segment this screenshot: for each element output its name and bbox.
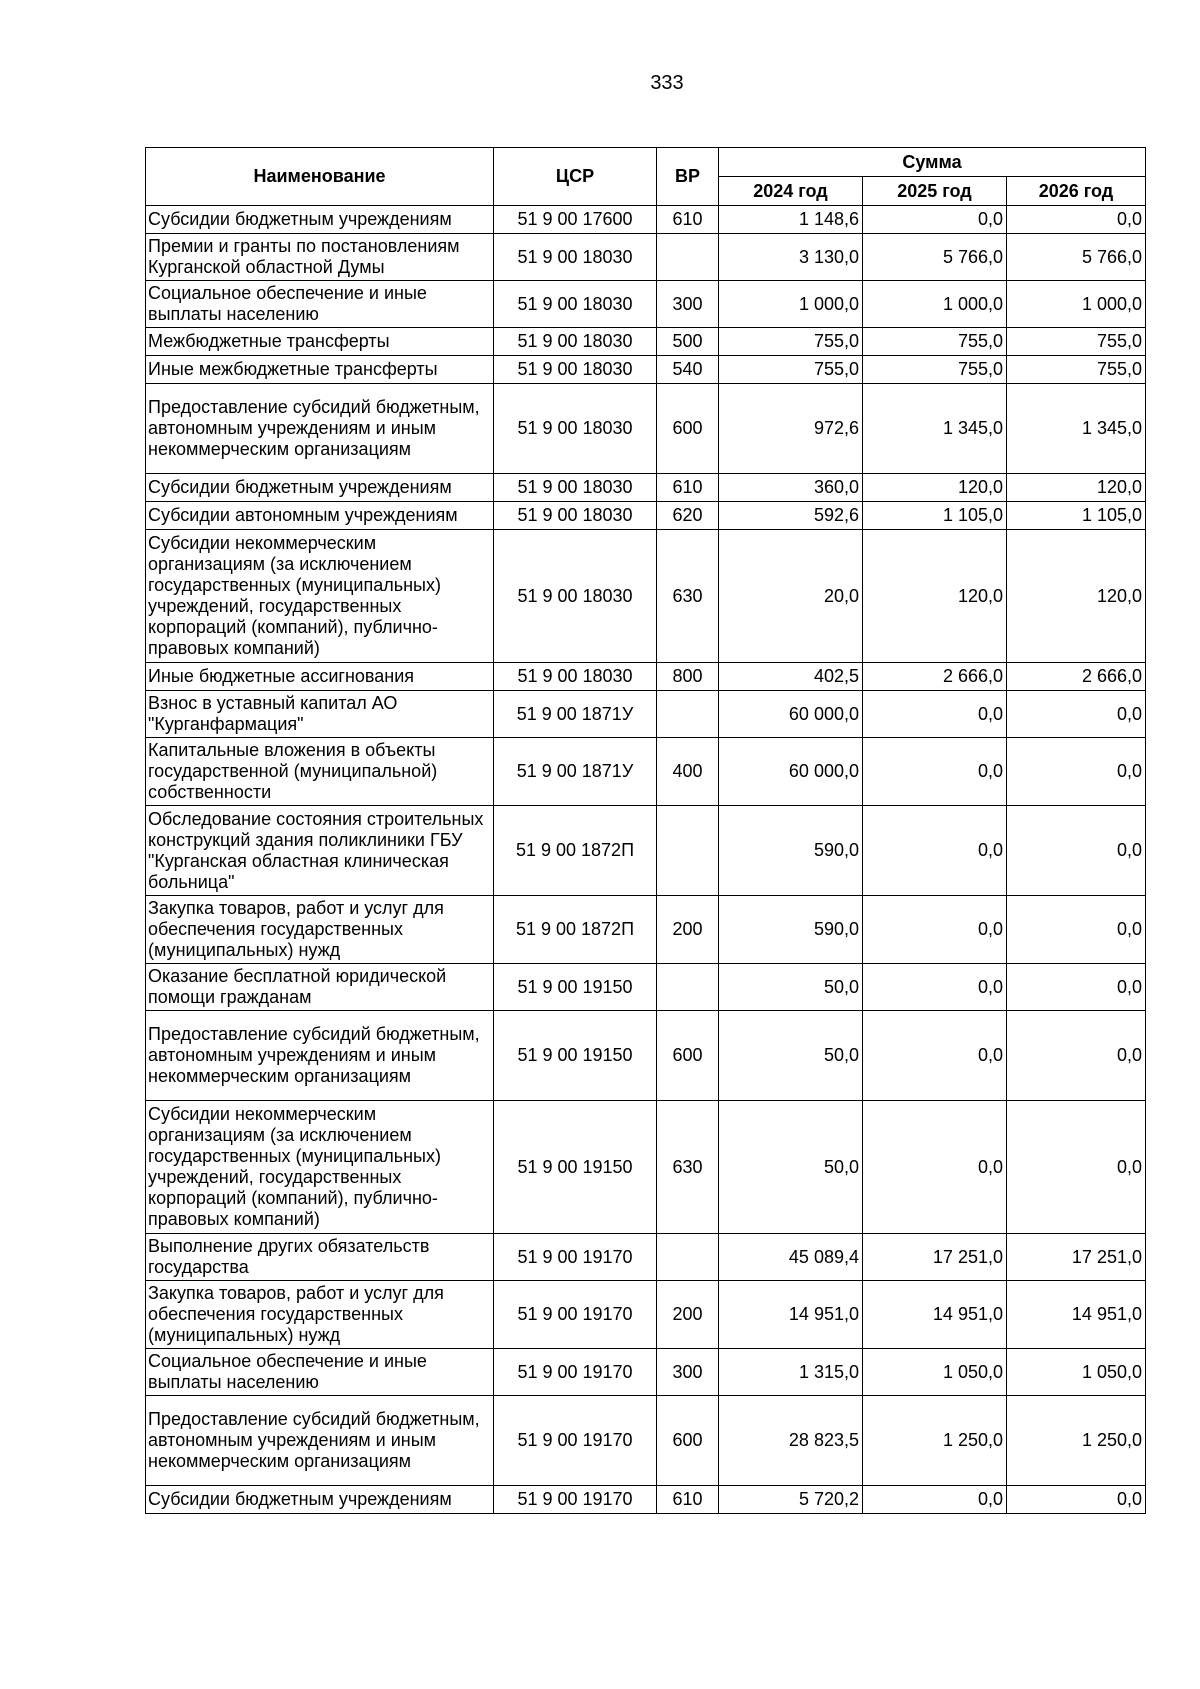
- table-row: [146, 384, 1146, 474]
- row-amount-2024: 1 000,0: [719, 281, 863, 328]
- row-amount-2026: 120,0: [1007, 474, 1146, 502]
- row-csr: 51 9 00 19170: [494, 1234, 657, 1281]
- row-vr: 610: [657, 474, 719, 502]
- row-csr: 51 9 00 19170: [494, 1396, 657, 1486]
- row-csr: 51 9 00 18030: [494, 502, 657, 530]
- row-name: Субсидии некоммерческим организациям (за исключением государственных (муниципальных) учреждений, государственных корпораций (компаний), публично-правовых компаний): [146, 530, 494, 663]
- row-amount-2024: 590,0: [719, 806, 863, 896]
- row-vr: 630: [657, 1101, 719, 1234]
- row-csr: 51 9 00 19150: [494, 1101, 657, 1234]
- row-vr: 500: [657, 328, 719, 356]
- row-amount-2025: 0,0: [863, 1486, 1007, 1514]
- budget-table: [145, 147, 1146, 1514]
- header-name: Наименование: [146, 148, 494, 206]
- row-amount-2026: 1 000,0: [1007, 281, 1146, 328]
- row-amount-2024: 755,0: [719, 356, 863, 384]
- row-amount-2024: 360,0: [719, 474, 863, 502]
- row-amount-2026: 0,0: [1007, 896, 1146, 964]
- row-amount-2026: 0,0: [1007, 1486, 1146, 1514]
- row-amount-2026: 14 951,0: [1007, 1281, 1146, 1349]
- table-row: [146, 356, 1146, 384]
- row-amount-2024: 50,0: [719, 964, 863, 1011]
- row-vr: 400: [657, 738, 719, 806]
- row-amount-2026: 0,0: [1007, 1011, 1146, 1101]
- table-row: [146, 530, 1146, 663]
- row-csr: 51 9 00 1872П: [494, 806, 657, 896]
- row-amount-2026: 2 666,0: [1007, 663, 1146, 691]
- row-vr: 300: [657, 1349, 719, 1396]
- row-name: Субсидии автономным учреждениям: [146, 502, 494, 530]
- row-amount-2024: 3 130,0: [719, 234, 863, 281]
- row-name: Оказание бесплатной юридической помощи гражданам: [146, 964, 494, 1011]
- row-csr: 51 9 00 18030: [494, 474, 657, 502]
- row-name: Межбюджетные трансферты: [146, 328, 494, 356]
- row-name: Обследование состояния строительных конструкций здания поликлиники ГБУ "Курганская областная клиническая больница": [146, 806, 494, 896]
- row-csr: 51 9 00 18030: [494, 530, 657, 663]
- row-csr: 51 9 00 1871У: [494, 738, 657, 806]
- row-amount-2025: 14 951,0: [863, 1281, 1007, 1349]
- table-header: [146, 148, 1146, 206]
- table-row: [146, 738, 1146, 806]
- row-vr: 610: [657, 206, 719, 234]
- row-csr: 51 9 00 18030: [494, 328, 657, 356]
- row-amount-2025: 120,0: [863, 530, 1007, 663]
- row-csr: 51 9 00 18030: [494, 234, 657, 281]
- row-name: Субсидии бюджетным учреждениям: [146, 206, 494, 234]
- row-name: Премии и гранты по постановлениям Курганской областной Думы: [146, 234, 494, 281]
- row-name: Взнос в уставный капитал АО "Курганфармация": [146, 691, 494, 738]
- row-name: Закупка товаров, работ и услуг для обеспечения государственных (муниципальных) нужд: [146, 896, 494, 964]
- row-csr: 51 9 00 17600: [494, 206, 657, 234]
- row-name: Социальное обеспечение и иные выплаты населению: [146, 281, 494, 328]
- row-amount-2026: 0,0: [1007, 206, 1146, 234]
- table-row: [146, 1234, 1146, 1281]
- row-amount-2025: 1 345,0: [863, 384, 1007, 474]
- header-csr: ЦСР: [494, 148, 657, 206]
- row-amount-2024: 592,6: [719, 502, 863, 530]
- table-row: [146, 474, 1146, 502]
- page-number: 333: [650, 72, 684, 94]
- row-name: Иные межбюджетные трансферты: [146, 356, 494, 384]
- row-amount-2024: 1 148,6: [719, 206, 863, 234]
- row-amount-2025: 0,0: [863, 738, 1007, 806]
- row-amount-2026: 755,0: [1007, 356, 1146, 384]
- table-body: [146, 206, 1146, 1514]
- table-row: [146, 1101, 1146, 1234]
- row-name: Субсидии бюджетным учреждениям: [146, 1486, 494, 1514]
- row-csr: 51 9 00 18030: [494, 384, 657, 474]
- row-amount-2024: 50,0: [719, 1011, 863, 1101]
- table-row: [146, 1011, 1146, 1101]
- row-name: Капитальные вложения в объекты государственной (муниципальной) собственности: [146, 738, 494, 806]
- row-csr: 51 9 00 18030: [494, 356, 657, 384]
- header-sum: Сумма: [719, 148, 1146, 177]
- row-amount-2024: 402,5: [719, 663, 863, 691]
- row-vr: 630: [657, 530, 719, 663]
- row-name: Субсидии бюджетным учреждениям: [146, 474, 494, 502]
- row-amount-2024: 28 823,5: [719, 1396, 863, 1486]
- row-amount-2026: 755,0: [1007, 328, 1146, 356]
- row-amount-2025: 120,0: [863, 474, 1007, 502]
- row-name: Предоставление субсидий бюджетным, автономным учреждениям и иным некоммерческим организациям: [146, 384, 494, 474]
- row-vr: 540: [657, 356, 719, 384]
- row-name: Иные бюджетные ассигнования: [146, 663, 494, 691]
- row-csr: 51 9 00 18030: [494, 281, 657, 328]
- row-vr: 300: [657, 281, 719, 328]
- row-amount-2024: 60 000,0: [719, 691, 863, 738]
- row-amount-2024: 590,0: [719, 896, 863, 964]
- row-amount-2024: 14 951,0: [719, 1281, 863, 1349]
- row-vr: [657, 234, 719, 281]
- row-amount-2025: 0,0: [863, 1101, 1007, 1234]
- row-amount-2026: 120,0: [1007, 530, 1146, 663]
- row-amount-2024: 60 000,0: [719, 738, 863, 806]
- row-amount-2026: 0,0: [1007, 738, 1146, 806]
- row-amount-2024: 755,0: [719, 328, 863, 356]
- row-amount-2025: 0,0: [863, 1011, 1007, 1101]
- row-vr: [657, 691, 719, 738]
- row-amount-2024: 45 089,4: [719, 1234, 863, 1281]
- row-vr: 620: [657, 502, 719, 530]
- row-amount-2024: 20,0: [719, 530, 863, 663]
- row-amount-2026: 0,0: [1007, 691, 1146, 738]
- row-csr: 51 9 00 19170: [494, 1281, 657, 1349]
- table-row: [146, 806, 1146, 896]
- row-csr: 51 9 00 19170: [494, 1486, 657, 1514]
- row-amount-2025: 0,0: [863, 206, 1007, 234]
- table-row: [146, 691, 1146, 738]
- row-csr: 51 9 00 1871У: [494, 691, 657, 738]
- table-row: [146, 206, 1146, 234]
- row-name: Закупка товаров, работ и услуг для обеспечения государственных (муниципальных) нужд: [146, 1281, 494, 1349]
- header-vr: ВР: [657, 148, 719, 206]
- row-amount-2026: 1 105,0: [1007, 502, 1146, 530]
- row-amount-2024: 972,6: [719, 384, 863, 474]
- row-csr: 51 9 00 19150: [494, 964, 657, 1011]
- row-amount-2025: 1 250,0: [863, 1396, 1007, 1486]
- row-name: Социальное обеспечение и иные выплаты населению: [146, 1349, 494, 1396]
- table-row: [146, 1281, 1146, 1349]
- header-year-2024: 2024 год: [719, 177, 863, 206]
- row-vr: 200: [657, 1281, 719, 1349]
- row-amount-2024: 5 720,2: [719, 1486, 863, 1514]
- row-amount-2026: 1 050,0: [1007, 1349, 1146, 1396]
- table-row: [146, 234, 1146, 281]
- row-amount-2025: 755,0: [863, 328, 1007, 356]
- row-amount-2026: 0,0: [1007, 1101, 1146, 1234]
- row-amount-2026: 0,0: [1007, 806, 1146, 896]
- table-row: [146, 281, 1146, 328]
- row-name: Предоставление субсидий бюджетным, автономным учреждениям и иным некоммерческим организациям: [146, 1011, 494, 1101]
- row-csr: 51 9 00 18030: [494, 663, 657, 691]
- row-amount-2025: 17 251,0: [863, 1234, 1007, 1281]
- row-amount-2025: 0,0: [863, 964, 1007, 1011]
- row-name: Субсидии некоммерческим организациям (за исключением государственных (муниципальных) учреждений, государственных корпораций (компаний), публично-правовых компаний): [146, 1101, 494, 1234]
- row-amount-2026: 0,0: [1007, 964, 1146, 1011]
- table-row: [146, 328, 1146, 356]
- row-vr: [657, 1234, 719, 1281]
- row-amount-2024: 1 315,0: [719, 1349, 863, 1396]
- row-amount-2025: 0,0: [863, 691, 1007, 738]
- row-amount-2025: 1 000,0: [863, 281, 1007, 328]
- row-amount-2025: 0,0: [863, 806, 1007, 896]
- row-csr: 51 9 00 19170: [494, 1349, 657, 1396]
- row-vr: 610: [657, 1486, 719, 1514]
- row-vr: 600: [657, 384, 719, 474]
- row-amount-2026: 1 250,0: [1007, 1396, 1146, 1486]
- table-row: [146, 896, 1146, 964]
- table-row: [146, 1486, 1146, 1514]
- row-vr: 200: [657, 896, 719, 964]
- row-name: Выполнение других обязательств государства: [146, 1234, 494, 1281]
- row-amount-2025: 755,0: [863, 356, 1007, 384]
- row-amount-2024: 50,0: [719, 1101, 863, 1234]
- row-vr: 800: [657, 663, 719, 691]
- table-row: [146, 964, 1146, 1011]
- row-amount-2025: 2 666,0: [863, 663, 1007, 691]
- row-name: Предоставление субсидий бюджетным, автономным учреждениям и иным некоммерческим организациям: [146, 1396, 494, 1486]
- row-amount-2026: 17 251,0: [1007, 1234, 1146, 1281]
- row-csr: 51 9 00 19150: [494, 1011, 657, 1101]
- row-amount-2025: 5 766,0: [863, 234, 1007, 281]
- row-vr: [657, 964, 719, 1011]
- table-row: [146, 663, 1146, 691]
- header-year-2025: 2025 год: [863, 177, 1007, 206]
- table-row: [146, 502, 1146, 530]
- row-vr: [657, 806, 719, 896]
- row-csr: 51 9 00 1872П: [494, 896, 657, 964]
- table-row: [146, 1349, 1146, 1396]
- row-amount-2026: 1 345,0: [1007, 384, 1146, 474]
- header-year-2026: 2026 год: [1007, 177, 1146, 206]
- row-amount-2025: 0,0: [863, 896, 1007, 964]
- row-vr: 600: [657, 1011, 719, 1101]
- row-amount-2026: 5 766,0: [1007, 234, 1146, 281]
- table-row: [146, 1396, 1146, 1486]
- row-amount-2025: 1 105,0: [863, 502, 1007, 530]
- row-vr: 600: [657, 1396, 719, 1486]
- row-amount-2025: 1 050,0: [863, 1349, 1007, 1396]
